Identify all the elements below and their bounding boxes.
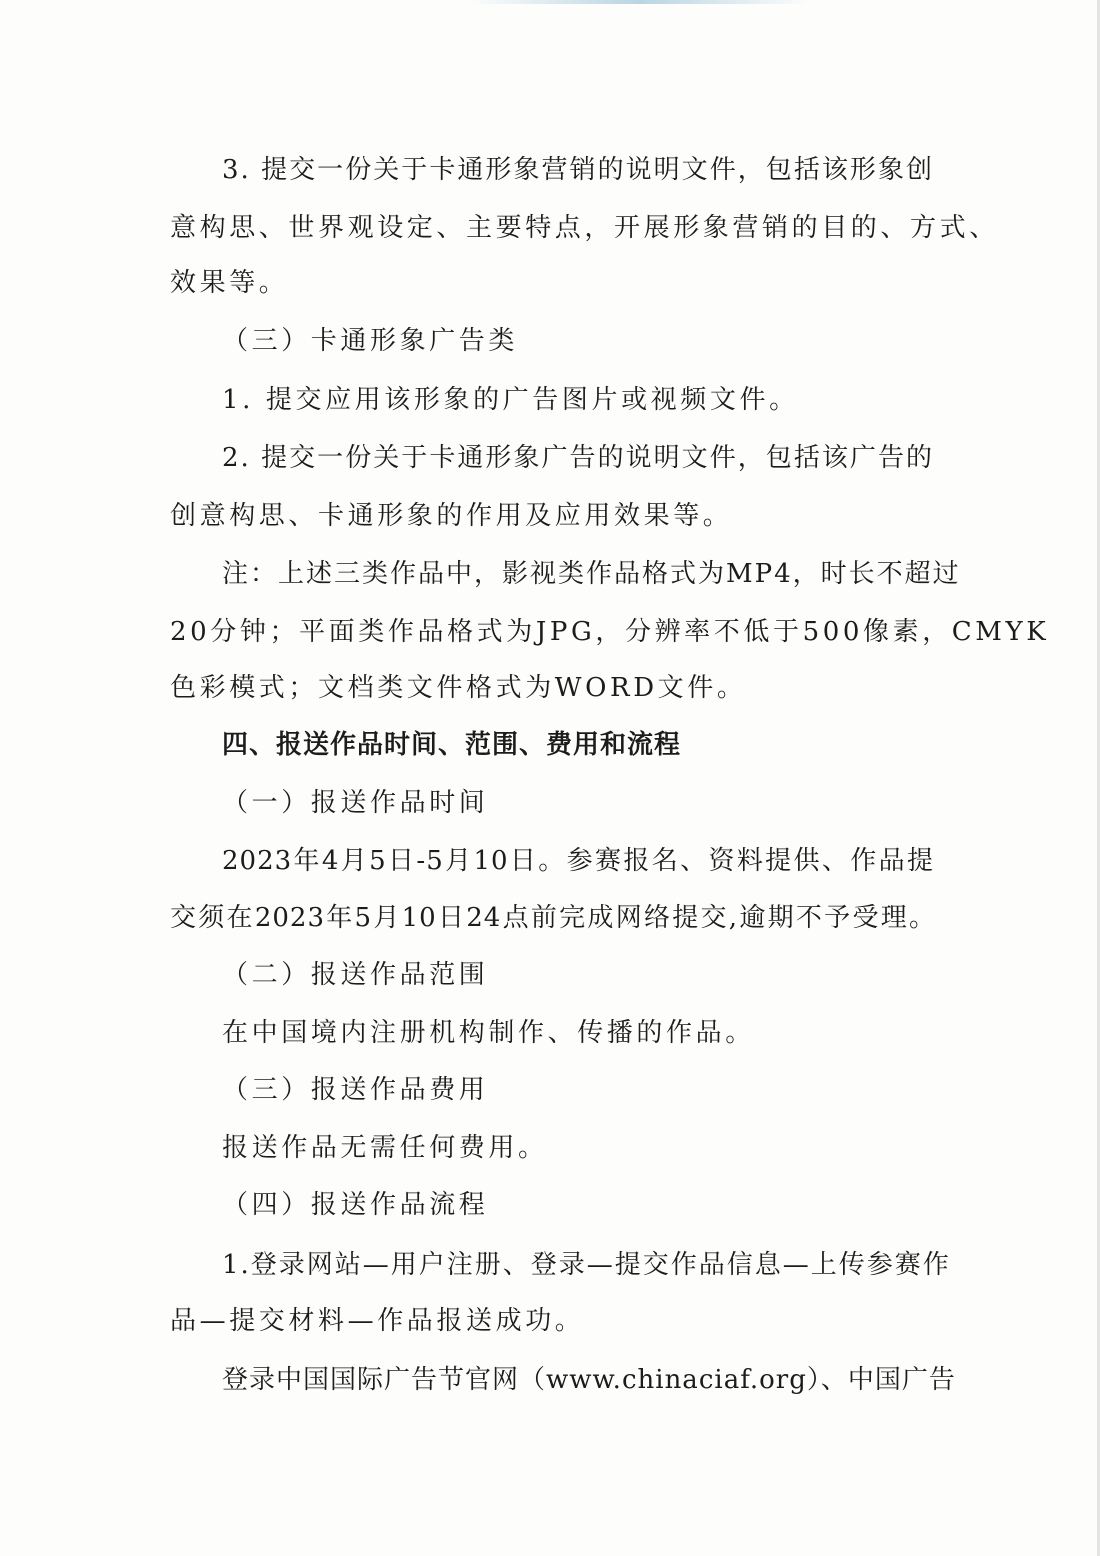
ad-item-2-line-1: 2. 提交一份关于卡通形象广告的说明文件，包括该广告的 [222,443,934,473]
subheading-cartoon-ad: （三）卡通形象广告类 [222,326,519,356]
ad-item-2-line-2: 创意构思、卡通形象的作用及应用效果等。 [170,501,733,531]
section-heading-4: 四、报送作品时间、范围、费用和流程 [222,730,682,760]
note-line-2: 20分钟；平面类作品格式为JPG，分辨率不低于500像素，CMYK [170,617,1050,647]
subheading-submission-fee: （三）报送作品费用 [222,1075,489,1105]
process-line-1: 1.登录网站—用户注册、登录—提交作品信息—上传参赛作 [222,1250,951,1280]
process-website-line: 登录中国国际广告节官网（www.chinaciaf.org）、中国广告 [222,1365,956,1395]
subheading-submission-scope: （二）报送作品范围 [222,960,489,990]
subheading-submission-time: （一）报送作品时间 [222,788,489,818]
scope-text: 在中国境内注册机构制作、传播的作品。 [222,1018,755,1048]
time-line-2: 交须在2023年5月10日24点前完成网络提交,逾期不予受理。 [170,903,936,933]
item-3-line-2: 意构思、世界观设定、主要特点，开展形象营销的目的、方式、 [170,213,999,243]
ad-item-1: 1. 提交应用该形象的广告图片或视频文件。 [222,385,799,415]
process-line-2: 品—提交材料—作品报送成功。 [170,1306,585,1336]
scan-edge-tint [470,0,810,4]
fee-text: 报送作品无需任何费用。 [222,1133,548,1163]
note-line-3: 色彩模式；文档类文件格式为WORD文件。 [170,673,747,703]
item-3-line-3: 效果等。 [170,268,289,298]
note-line-1: 注：上述三类作品中，影视类作品格式为MP4，时长不超过 [222,559,961,589]
item-3-line-1: 3. 提交一份关于卡通形象营销的说明文件，包括该形象创 [222,155,934,185]
subheading-submission-process: （四）报送作品流程 [222,1190,489,1220]
time-line-1: 2023年4月5日-5月10日。参赛报名、资料提供、作品提 [222,846,934,876]
